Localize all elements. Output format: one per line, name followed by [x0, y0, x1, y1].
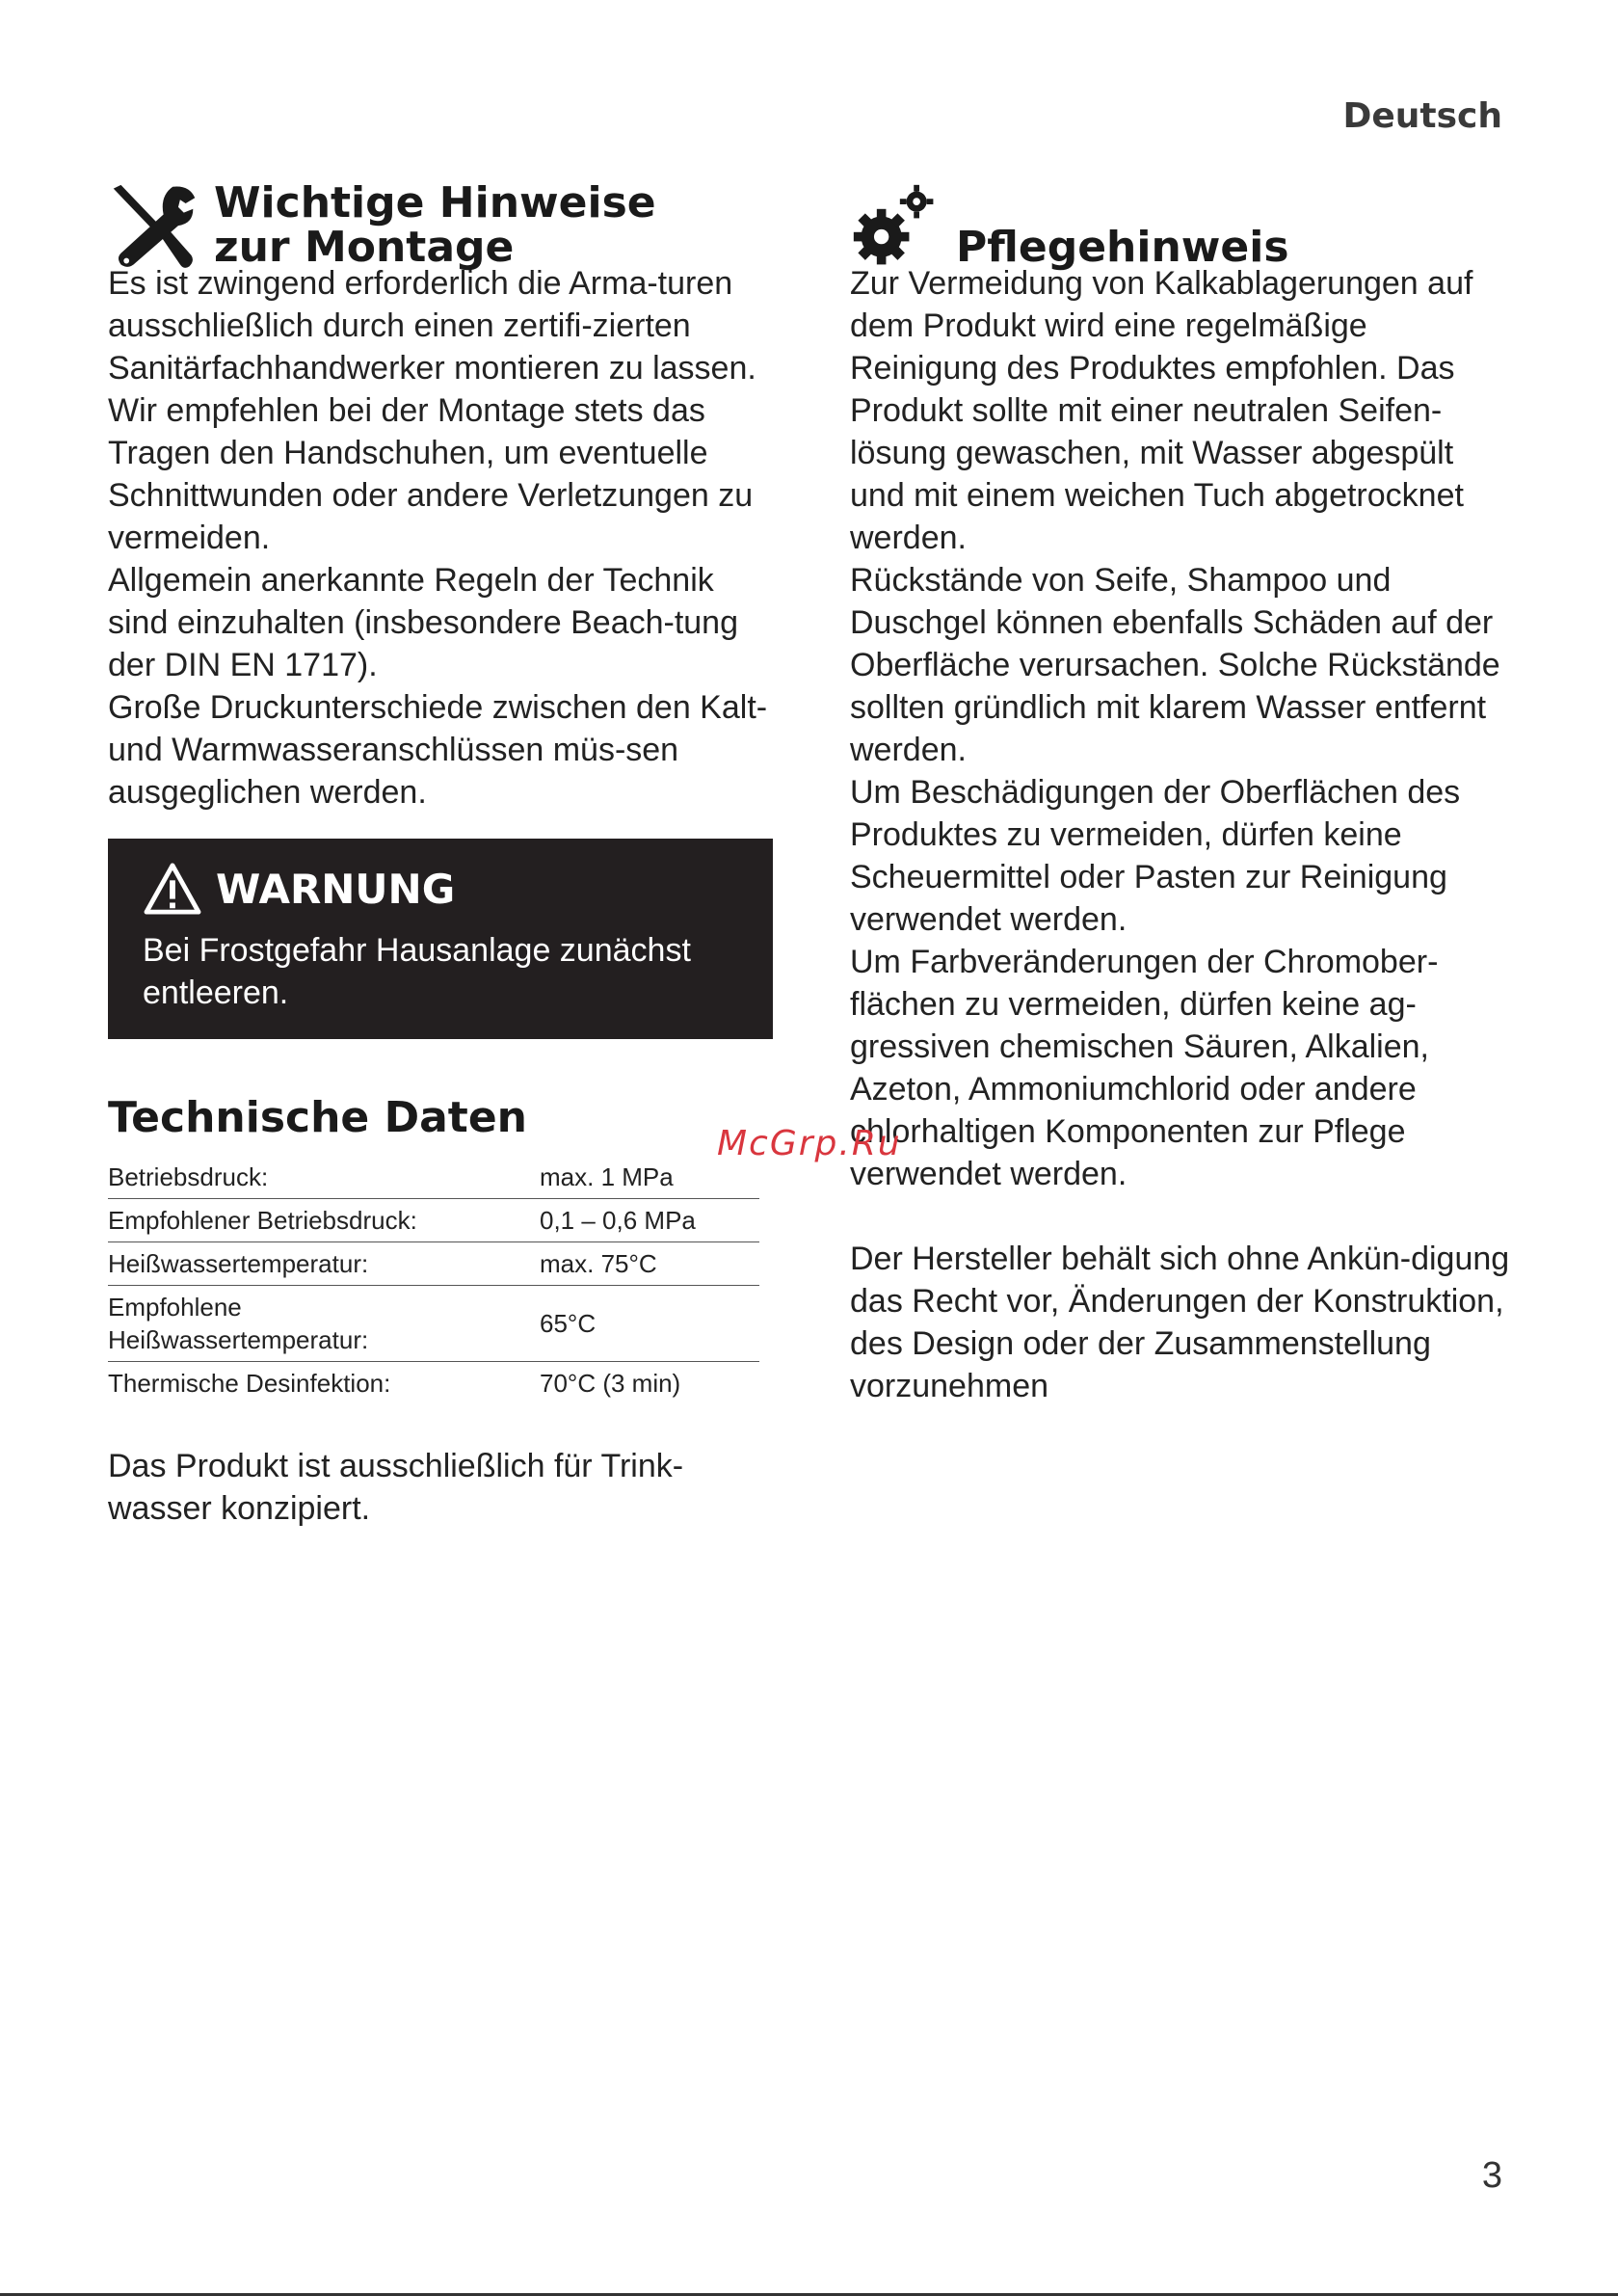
tech-title: Technische Daten — [108, 1093, 527, 1142]
pflege-paragraph: Um Beschädigungen der Oberflächen des Produktes zu vermeiden, dürfen keine Scheuermittel oder Pasten zur Reinigung verwendet werden. — [850, 774, 1461, 938]
tech-value: 65°C — [540, 1286, 759, 1362]
table-row — [108, 1286, 759, 1362]
pflege-disclaimer: Der Hersteller behält sich ohne Ankün-digung das Recht vor, Änderungen der Konstruktion, des Design oder der Zusammenstellung vorzunehmen — [850, 1241, 1510, 1404]
warning-text: Bei Frostgefahr Hausanlage zunächst entleeren. — [143, 932, 691, 1011]
montage-paragraph: Große Druckunterschiede zwischen den Kalt- und Warmwasseranschlüssen müs-sen ausgeglichen werden. — [108, 689, 768, 811]
warning-box — [108, 839, 773, 1039]
tech-table — [108, 1156, 759, 1404]
pflege-title: Pflegehinweis — [956, 223, 1289, 272]
pflege-paragraph: Um Farbveränderungen der Chromober-flächen zu vermeiden, dürfen keine ag-gressiven chemischen Säuren, Alkalien, Azeton, Ammoniumchlorid oder andere chlorhaltigen Komponenten zur Pflege verwendet werden. — [850, 944, 1439, 1192]
tech-value: max. 1 MPa — [540, 1162, 674, 1191]
table-row — [108, 1156, 759, 1199]
tech-value: 0,1 – 0,6 MPa — [540, 1199, 759, 1242]
gears-icon — [850, 181, 942, 274]
tech-label: Empfohlene Heißwassertemperatur: — [108, 1286, 540, 1362]
tech-note: Das Produkt ist ausschließlich für Trink-wasser konzipiert. — [108, 1448, 684, 1527]
warning-title: WARNUNG — [216, 865, 456, 913]
right-column — [850, 181, 1515, 1407]
montage-heading — [108, 178, 773, 274]
tech-label: Empfohlener Betriebsdruck: — [108, 1199, 540, 1242]
language-label: Deutsch — [1342, 96, 1502, 136]
table-row — [108, 1242, 759, 1286]
page-number: 3 — [1481, 2155, 1502, 2196]
tech-value: 70°C (3 min) — [540, 1362, 759, 1405]
warning-title-row — [143, 862, 738, 916]
left-column — [108, 178, 773, 1530]
watermark: McGrp.Ru — [717, 1124, 902, 1163]
tools-icon — [108, 181, 200, 274]
tech-label: Heißwassertemperatur: — [108, 1242, 540, 1286]
table-row — [108, 1362, 759, 1405]
pflege-paragraph: Rückstände von Seife, Shampoo und Duschgel können ebenfalls Schäden auf der Oberfläche verursachen. Solche Rückstände sollten gründlich mit klarem Wasser entfernt werden. — [850, 562, 1500, 768]
montage-title-line1: Wichtige Hinweise — [214, 178, 656, 227]
warning-triangle-icon — [143, 862, 202, 916]
pflege-heading — [850, 181, 1515, 274]
pflege-paragraph: Zur Vermeidung von Kalkablagerungen auf dem Produkt wird eine regelmäßige Reinigung des Produktes empfohlen. Das Produkt sollte mit einer neutralen Seifen-lösung gewaschen, mit Wasser abgespült und mit einem weichen Tuch abgetrocknet werden. — [850, 265, 1473, 556]
tech-label: Betriebsdruck: — [108, 1162, 269, 1191]
montage-title-line2: zur Montage — [214, 223, 515, 272]
montage-title — [214, 178, 656, 272]
montage-paragraph: Es ist zwingend erforderlich die Arma-turen ausschließlich durch einen zertifi-zierten Sanitärfachhandwerker montieren zu lassen. — [108, 265, 756, 387]
montage-paragraph: Allgemein anerkannte Regeln der Technik sind einzuhalten (insbesondere Beach-tung der DIN EN 1717). — [108, 562, 739, 683]
montage-paragraph: Wir empfehlen bei der Montage stets das Tragen den Handschuhen, um eventuelle Schnittwunden oder andere Verletzungen zu vermeiden. — [108, 392, 754, 556]
table-row — [108, 1199, 759, 1242]
tech-label: Thermische Desinfektion: — [108, 1362, 540, 1405]
tech-value: max. 75°C — [540, 1242, 759, 1286]
